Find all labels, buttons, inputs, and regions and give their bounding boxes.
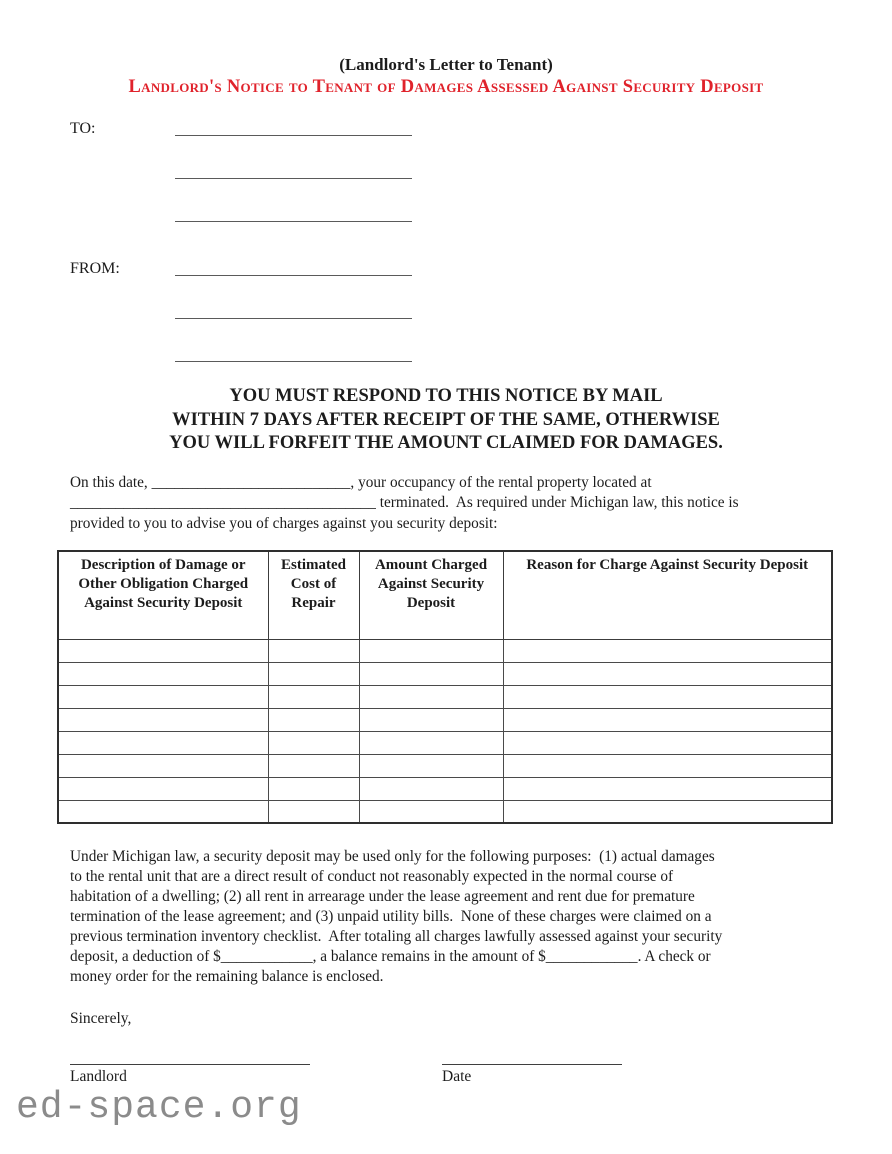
table-cell-empty <box>359 800 503 823</box>
date-signature-line <box>442 1029 622 1065</box>
table-cell-empty <box>503 662 832 685</box>
from-blank-line-3 <box>175 319 412 362</box>
header-estimated-cost: Estimated Cost of Repair <box>268 551 359 639</box>
table-cell-empty <box>58 708 268 731</box>
table-cell-empty <box>503 777 832 800</box>
to-blank-line-1 <box>175 120 412 136</box>
intro-line: provided to you to advise you of charges against you security deposit: <box>70 514 498 532</box>
from-blank-line-2 <box>175 276 412 319</box>
charges-table-body <box>58 639 832 823</box>
table-cell-empty <box>268 800 359 823</box>
table-cell-empty <box>359 708 503 731</box>
table-cell-empty <box>503 800 832 823</box>
table-cell-empty <box>268 777 359 800</box>
table-cell-empty <box>503 685 832 708</box>
warning-line: YOU MUST RESPOND TO THIS NOTICE BY MAIL <box>229 386 663 406</box>
from-blank-lines <box>175 260 412 362</box>
charges-table <box>57 550 833 824</box>
date-label: Date <box>442 1068 472 1085</box>
to-blank-lines <box>175 120 412 222</box>
table-row <box>58 754 832 777</box>
table-cell-empty <box>58 731 268 754</box>
warning-line: YOU WILL FORFEIT THE AMOUNT CLAIMED FOR DAMAGES. <box>169 433 723 453</box>
header-amount-charged: Amount Charged Against Security Deposit <box>359 551 503 639</box>
legal-line: termination of the lease agreement; and (3) unpaid utility bills. None of these charges were claimed on a <box>70 908 712 925</box>
header-description: Description of Damage or Other Obligation Charged Against Security Deposit <box>58 551 268 639</box>
table-cell-empty <box>359 639 503 662</box>
table-cell-empty <box>359 731 503 754</box>
watermark: ed-space.org <box>16 1086 302 1129</box>
table-cell-empty <box>58 639 268 662</box>
landlord-label: Landlord <box>70 1068 127 1085</box>
table-cell-empty <box>268 731 359 754</box>
intro-line: On this date, __________________________, your occupancy of the rental property located at <box>70 473 652 491</box>
table-cell-empty <box>58 685 268 708</box>
table-cell-empty <box>268 708 359 731</box>
to-blank-line-2 <box>175 136 412 179</box>
to-block <box>70 120 892 222</box>
table-header-row <box>58 551 832 639</box>
table-cell-empty <box>503 754 832 777</box>
table-row <box>58 639 832 662</box>
landlord-signature-block <box>70 1029 310 1086</box>
to-blank-line-3 <box>175 179 412 222</box>
table-cell-empty <box>268 662 359 685</box>
warning-line: WITHIN 7 DAYS AFTER RECEIPT OF THE SAME, OTHERWISE <box>172 409 720 430</box>
legal-line: money order for the remaining balance is enclosed. <box>70 968 384 985</box>
table-row <box>58 708 832 731</box>
table-cell-empty <box>359 754 503 777</box>
table-cell-empty <box>359 685 503 708</box>
intro-paragraph <box>70 473 892 535</box>
landlord-signature-line <box>70 1029 310 1065</box>
legal-paragraph <box>70 847 892 987</box>
intro-line: ________________________________________ terminated. As required under Michigan law, this notice is <box>70 494 739 511</box>
table-cell-empty <box>503 639 832 662</box>
header-reason: Reason for Charge Against Security Deposit <box>503 551 832 639</box>
legal-line: to the rental unit that are a direct result of conduct not reasonably expected in the normal course of <box>70 868 674 885</box>
from-block <box>70 260 892 362</box>
table-cell-empty <box>58 754 268 777</box>
table-cell-empty <box>359 662 503 685</box>
charges-table-header <box>58 551 832 639</box>
from-label: FROM: <box>70 260 120 277</box>
document-title: Landlord's Notice to Tenant of Damages Assessed Against Security Deposit <box>128 77 764 97</box>
table-cell-empty <box>58 662 268 685</box>
table-row <box>58 685 832 708</box>
table-cell-empty <box>503 708 832 731</box>
legal-line: previous termination inventory checklist. After totaling all charges lawfully assessed against your security <box>70 928 723 945</box>
table-cell-empty <box>58 777 268 800</box>
table-row <box>58 800 832 823</box>
legal-line: habitation of a dwelling; (2) all rent in arrearage under the lease agreement and rent due for premature <box>70 888 695 905</box>
table-row <box>58 662 832 685</box>
sincerely-text: Sincerely, <box>70 1010 132 1027</box>
legal-line: Under Michigan law, a security deposit may be used only for the following purposes: (1) actual damages <box>70 848 715 865</box>
from-blank-line-1 <box>175 260 412 276</box>
table-cell-empty <box>268 685 359 708</box>
table-cell-empty <box>58 800 268 823</box>
legal-line: deposit, a deduction of $____________, a balance remains in the amount of $____________. A check or <box>70 948 711 965</box>
to-label: TO: <box>70 120 96 137</box>
table-cell-empty <box>268 639 359 662</box>
warning-notice <box>0 385 892 456</box>
table-cell-empty <box>359 777 503 800</box>
signature-row <box>70 1029 892 1086</box>
table-row <box>58 777 832 800</box>
table-cell-empty <box>503 731 832 754</box>
document-subtitle: (Landlord's Letter to Tenant) <box>339 55 553 74</box>
table-cell-empty <box>268 754 359 777</box>
date-signature-block <box>442 1029 622 1086</box>
table-row <box>58 731 832 754</box>
